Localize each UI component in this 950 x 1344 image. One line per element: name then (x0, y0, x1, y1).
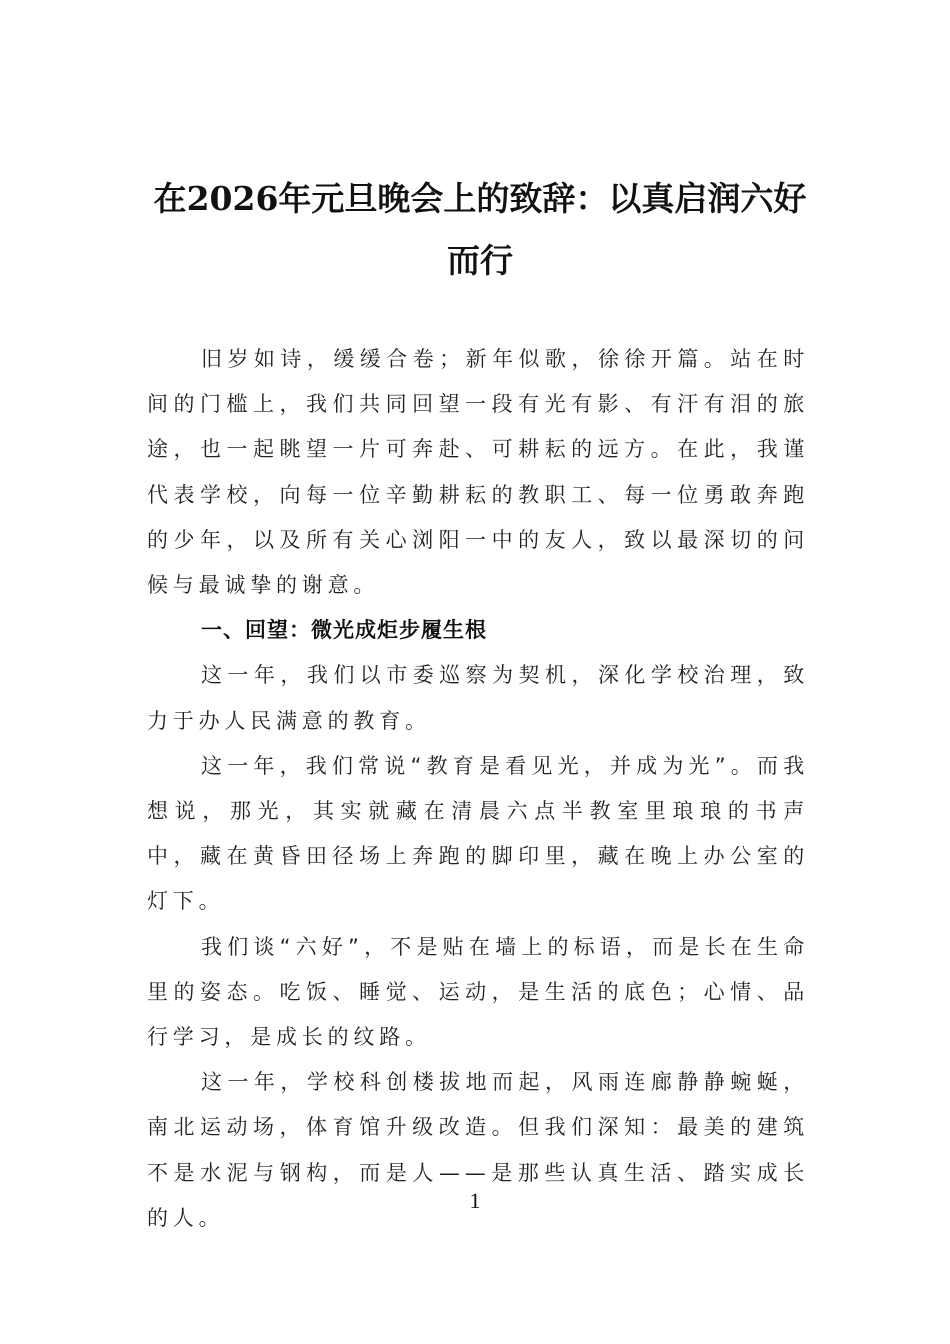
paragraph: 这一年，学校科创楼拔地而起，风雨连廊静静蜿蜒，南北运动场，体育馆升级改造。但我们深知：最美的建筑不是水泥与钢构，而是人——是那些认真生活、踏实成长的人。 (147, 1070, 809, 1230)
paragraph: 这一年，我们以市委巡察为契机，深化学校治理，致力于办人民满意的教育。 (147, 663, 809, 733)
paragraph: 这一年，我们常说“教育是看见光，并成为光”。而我想说，那光，其实就藏在清晨六点半教室里琅琅的书声中，藏在黄昏田径场上奔跑的脚印里，藏在晚上办公室的灯下。 (147, 753, 809, 914)
paragraph: 我们谈“六好”，不是贴在墙上的标语，而是长在生命里的姿态。吃饭、睡觉、运动，是生活的底色；心情、品行学习，是成长的纹路。 (147, 934, 809, 1050)
page-number: 1 (469, 1188, 481, 1213)
section-heading: 一、回望：微光成炬步履生根 (201, 618, 487, 643)
document-title: 在2026年元旦晚会上的致辞：以真启润六好而行 (153, 179, 807, 280)
paragraph-intro: 旧岁如诗，缓缓合卷；新年似歌，徐徐开篇。站在时间的门槛上，我们共同回望一段有光有影、有汗有泪的旅途，也一起眺望一片可奔赴、可耕耘的远方。在此，我谨代表学校，向每一位辛勤耕耘的教职工、每一位勇敢奔跑的少年，以及所有关心浏阳一中的友人，致以最深切的问候与最诚挚的谢意。 (147, 347, 809, 598)
document-body (147, 337, 809, 1241)
